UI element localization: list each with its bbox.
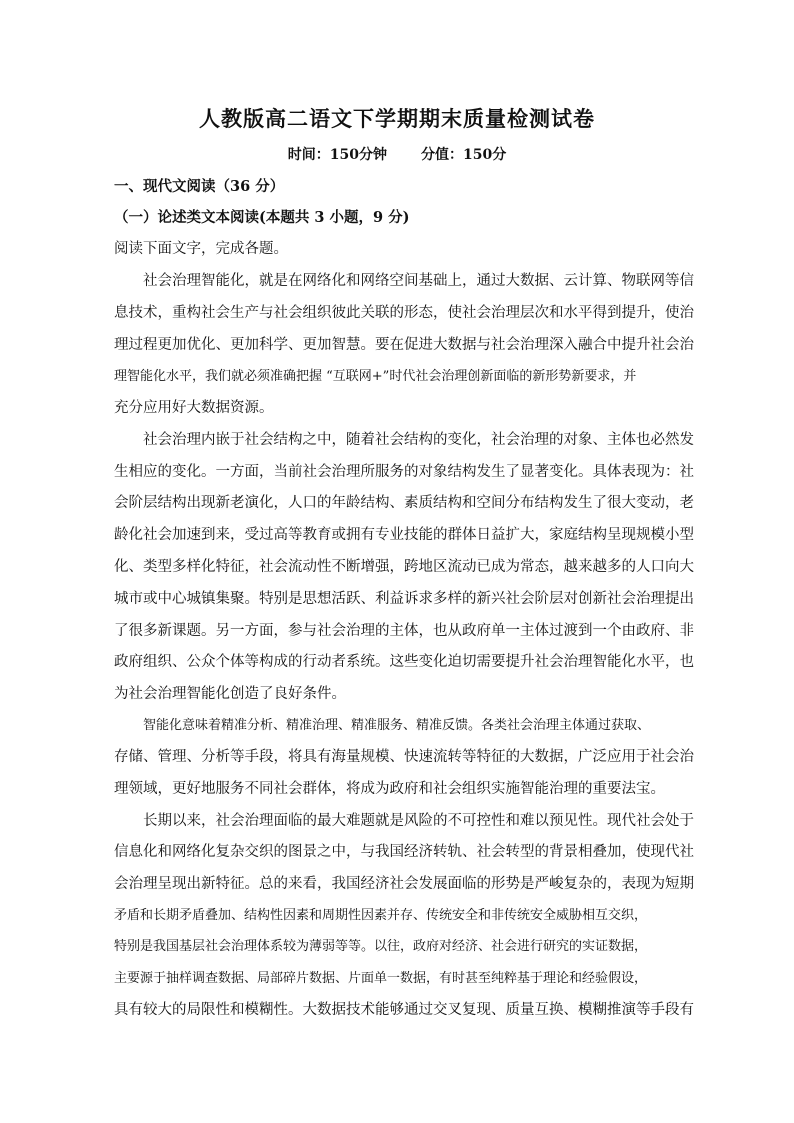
paragraph-line: 主要源于抽样调查数据、局部碎片数据、片面单一数据，有时甚至纯粹基于理论和经验假设， bbox=[114, 971, 648, 986]
paragraph-line: 生相应的变化。一方面，当前社会治理所服务的对象结构发生了显著变化。具体表现为：社 bbox=[114, 464, 694, 480]
paragraph-line: 社会治理内嵌于社会结构之中，随着社会结构的变化，社会治理的对象、主体也必然发 bbox=[143, 432, 694, 448]
paragraph-line: 社会治理智能化，就是在网络化和网络空间基础上，通过大数据、云计算、物联网等信 bbox=[143, 273, 694, 289]
paragraph-line: 存储、管理、分析等手段，将具有海量规模、快速流转等特征的大数据，广泛应用于社会治 bbox=[114, 749, 694, 765]
paragraph-line: 城市或中心城镇集聚。特别是思想活跃、利益诉求多样的新兴社会阶层对创新社会治理提出 bbox=[114, 591, 694, 607]
paragraph-line: 理智能化水平，我们就必须准确把握 “互联网+”时代社会治理创新面临的新形势新要求，并 bbox=[114, 369, 637, 384]
paragraph-line: 特别是我国基层社会治理体系较为薄弱等等。以往，政府对经济、社会进行研究的实证数据， bbox=[114, 939, 648, 954]
instruction-text: 阅读下面文字，完成各题。 bbox=[114, 241, 288, 257]
paragraph-line: 会阶层结构出现新老演化，人口的年龄结构、素质结构和空间分布结构发生了很大变动，老 bbox=[114, 495, 694, 511]
paragraph-line: 矛盾和长期矛盾叠加、结构性因素和周期性因素并存、传统安全和非传统安全威胁相互交织， bbox=[114, 908, 648, 923]
paragraph-line: 政府组织、公众个体等构成的行动者系统。这些变化迫切需要提升社会治理智能化水平，也 bbox=[114, 654, 694, 670]
subsection-heading: （一）论述类文本阅读(本题共 3 小题，9 分) bbox=[114, 209, 410, 226]
paragraph-line: 化、类型多样化特征，社会流动性不断增强，跨地区流动已成为常态，越来越多的人口向大 bbox=[114, 559, 694, 575]
paragraph-line: 充分应用好大数据资源。 bbox=[114, 400, 274, 416]
paragraph-line: 息技术，重构社会生产与社会组织彼此关联的形态，使社会治理层次和水平得到提升，使治 bbox=[114, 305, 694, 321]
section-heading: 一、现代文阅读（36 分） bbox=[114, 178, 285, 195]
paragraph-line: 理领域，更好地服务不同社会群体，将成为政府和社会组织实施智能治理的重要法宝。 bbox=[114, 781, 665, 797]
paragraph-line: 智能化意味着精准分析、精准治理、精准服务、精准反馈。各类社会治理主体通过获取、 bbox=[143, 718, 651, 733]
exam-meta bbox=[0, 146, 794, 164]
paragraph-line: 具有较大的局限性和模糊性。大数据技术能够通过交叉复现、质量互换、模糊推演等手段有 bbox=[114, 1002, 694, 1018]
paragraph-line: 会治理呈现出新特征。总的来看，我国经济社会发展面临的形势是严峻复杂的，表现为短期 bbox=[114, 876, 694, 892]
exam-time: 时间：150分钟 bbox=[287, 147, 387, 163]
exam-title: 人教版高二语文下学期期末质量检测试卷 bbox=[199, 106, 595, 131]
paragraph-line: 龄化社会加速到来，受过高等教育或拥有专业技能的群体日益扩大，家庭结构呈现规模小型 bbox=[114, 527, 694, 543]
exam-score: 分值：150分 bbox=[421, 147, 507, 163]
paragraph-line: 了很多新课题。另一方面，参与社会治理的主体，也从政府单一主体过渡到一个由政府、非 bbox=[114, 623, 694, 639]
paragraph-line: 为社会治理智能化创造了良好条件。 bbox=[114, 686, 346, 702]
paragraph-line: 长期以来，社会治理面临的最大难题就是风险的不可控性和难以预见性。现代社会处于 bbox=[143, 813, 694, 829]
paragraph-line: 理过程更加优化、更加科学、更加智慧。要在促进大数据与社会治理深入融合中提升社会治 bbox=[114, 337, 694, 353]
paragraph-line: 信息化和网络化复杂交织的图景之中，与我国经济转轨、社会转型的背景相叠加，使现代社 bbox=[114, 844, 694, 860]
